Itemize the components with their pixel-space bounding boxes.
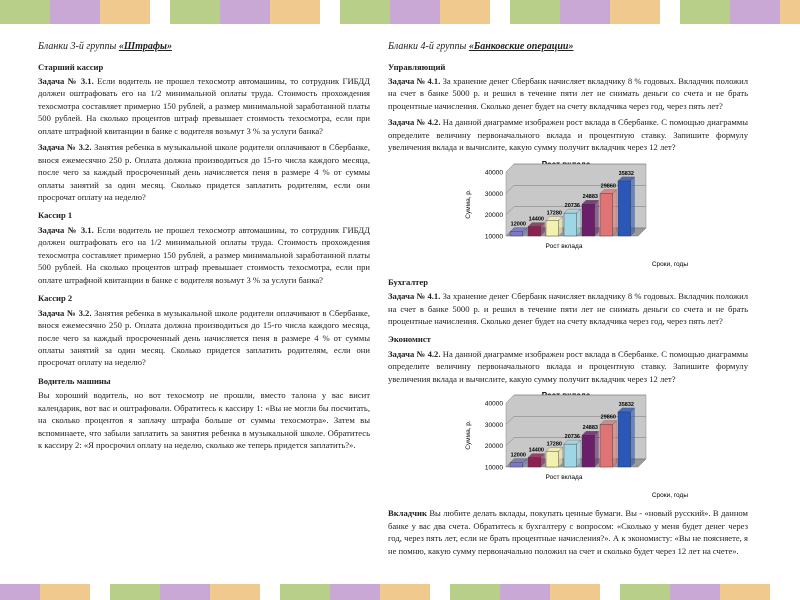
band-stripe [160,584,210,600]
task-paragraph [38,224,370,286]
task-text: Вы хороший водитель, но вот техосмотр не прошли, вместо талона у вас висит календарик, вот вас и оштрафовали. Обратитесь к кассиру 1: «Вы не могли бы посчитать, на сколько процентов я заплачу штрафа больше от суммы техосмотра». Затем вы вспоминаете, что забыли заплатить за занятия ребенка в музыкальной школе. Обратитесь к кассиру 2: «Я просрочил оплату на неделю, сколько же теперь придется заплатить?». [38,390,370,451]
task-label: Задача № 3.1. [38,75,94,86]
bar-front [528,458,541,467]
band-stripe [680,0,730,24]
band-tile [0,0,150,24]
role-driver: Водитель машины [38,375,111,386]
bar-front [618,412,631,467]
bar-value-label: 20736 [564,434,580,441]
y-tick-label: 40000 [484,400,503,408]
bar-side [595,200,599,236]
left-header-title: «Штрафы» [118,41,172,52]
band-stripe [210,584,260,600]
right-header [388,40,748,55]
band-stripe [100,0,150,24]
band-stripe [40,584,90,600]
bar-value-label: 35832 [618,402,634,409]
bar-value-label: 12000 [510,453,526,460]
bar-value-label: 17280 [546,441,562,448]
band-stripe [50,0,100,24]
band-stripe [450,584,500,600]
band-stripe [110,584,160,600]
task-paragraph [388,75,748,112]
task-text: На данной диаграмме изображен рост вклада в Сбербанке. С помощью диаграммы определите величину первоначального вклада и процентную ставку. Запишите формулу увеличения вклада и вычислите, какую сумму получит вкладчик через 12 лет? [388,348,748,384]
task-paragraph [388,290,748,327]
band-tile [620,584,770,600]
task-text: За хранение денег Сбербанк начисляет вкладчику 8 % годовых. Вкладчик положил на счет в банке 5000 р. и решил в течение пяти лет не снимать деньги со счета и не брать процентные начисления. Сколько денег будет на счету вкладчика через год, через пять лет? [388,291,748,327]
band-stripe [780,0,800,24]
task-label: Задача № 4.1. [388,291,441,302]
task-label: Задача № 4.2. [388,117,441,128]
band-tile [280,584,430,600]
task-text: Если водитель не прошел техосмотр автомашины, то сотрудник ГИБДД должен оштрафовать его на 1/2 минимальной оплаты труда. Стоимость прохождения техосмотра составляет примерно 150 рублей, а размер минимальной заработанной платы 500 рублей. На сколько процентов штраф превышает стоимость техосмотра, если при оплате штрафной квитанции в банке с водителя возьмут 3 % за услуги банка? [38,75,370,136]
task-text: На данной диаграмме изображен рост вклада в Сбербанке. С помощью диаграммы определите величину первоначального вклада и процентную ставку. Запишите формулу увеличения вклада и вычислите, какую сумму получит вкладчик через 12 лет? [388,117,748,153]
bar-value-label: 14400 [528,447,544,454]
band-tile [170,0,320,24]
left-column [38,40,370,456]
task-paragraph [38,307,370,369]
bar-value-label: 35832 [618,170,634,177]
bar-front [618,181,631,236]
band-stripe [610,0,660,24]
band-stripe [0,0,50,24]
role-senior-cashier: Старший кассир [38,61,104,72]
task-paragraph [38,141,370,203]
band-tile [450,584,600,600]
bar-front [528,226,541,235]
band-tile [680,0,800,24]
role-economist: Экономист [388,334,431,345]
deposit-growth-chart-2 [460,389,692,501]
bar-value-label: 29860 [600,183,616,190]
band-stripe [0,584,40,600]
left-header-prefix: Бланки 3-й группы [38,41,117,52]
band-stripe [390,0,440,24]
bar-side [613,189,617,235]
task-text: За хранение денег Сбербанк начисляет вкладчику 8 % годовых. Вкладчик положил на счет в банке 5000 р. и решил в течение пяти лет не снимать деньги со счета и не брать процентные начисления. Сколько денег будет на счету вкладчика через год, через пять лет? [388,75,748,111]
role-manager: Управляющий [388,61,446,72]
y-tick-label: 10000 [484,233,503,241]
depositor-label: Вкладчик [388,508,427,519]
band-stripe [550,584,600,600]
legend-label: Рост вклада [545,242,583,250]
task-text: Занятия ребенка в музыкальной школе родители оплачивают в Сбербанке, внося ежемесячно 250 р. Оплата должна производиться до 15-го числа каждого месяца, после чего за каждый просроченный день начисляется пеня в размере 4 % от суммы оплаты занятий за один месяц. Сколько придется заплатить родителям, если они просрочат оплату на неделю? [38,142,370,203]
band-stripe [720,584,770,600]
y-tick-label: 40000 [484,169,503,177]
band-stripe [510,0,560,24]
depositor-text: Вы любите делать вклады, покупать ценные бумаги. Вы - «новый русский». В данном банке у вас два счета. Обратитесь к бухгалтеру с вопросом: «Сколько у меня будет денег через год, через пять лет, если не брать процентные начисления?». А к экономисту: «Вы не поясняете, я не помню, какую сумму первоначально положил на счет и сколько будет через 12 лет на счете». [388,508,748,556]
band-tile [510,0,660,24]
task-text: Если водитель не прошел техосмотр автомашины, то сотрудник ГИБДД должен оштрафовать его на 1/2 минимальной оплаты труда. Стоимость прохождения техосмотра составляет примерно 150 рублей, а размер минимальной заработанной платы 500 рублей. На сколько процентов штраф превышает стоимость техосмотра, если при оплате штрафной квитанции в банке с водителя возьмут 3 % за услуги банка? [38,224,370,285]
bar-value-label: 12000 [510,221,526,228]
role-cashier-1: Кассир 1 [38,210,73,221]
depositor-paragraph [388,507,748,557]
right-header-prefix: Бланки 4-й группы [388,41,467,52]
bar-front [564,213,577,236]
bar-value-label: 14400 [528,216,544,223]
chart-svg [460,158,692,270]
legend-label: Рост вклада [545,474,583,482]
band-stripe [170,0,220,24]
bar-side [631,408,635,467]
bar-value-label: 29860 [600,414,616,421]
band-tile [0,584,90,600]
task-text: Занятия ребенка в музыкальной школе родители оплачивают в Сбербанке, внося ежемесячно 250 р. Оплата должна производиться до 15-го числа каждого месяца, после чего за каждый просроченный день начисляется пеня в размере 4 % от суммы оплаты занятий за один месяц. Сколько придется заплатить родителям, если они просрочат оплату на неделю? [38,307,370,368]
bar-side [631,177,635,236]
task-label: Задача № 4.1. [388,75,441,86]
band-stripe [340,0,390,24]
bar-front [600,193,613,235]
x-axis-label: Сроки, годы [651,492,688,500]
bar-front [546,452,559,468]
bar-front [582,204,595,236]
task-label: Задача № 3.2. [38,142,92,153]
y-tick-label: 20000 [484,443,503,451]
band-stripe [500,584,550,600]
band-stripe [270,0,320,24]
bar-front [564,444,577,467]
bottom-decorative-band [0,584,800,600]
y-axis-label: Сумма, р. [465,420,472,451]
left-header [38,40,370,55]
band-stripe [380,584,430,600]
task-paragraph [388,348,748,385]
bar-side [595,432,599,468]
role-cashier-2: Кассир 2 [38,293,73,304]
bar-front [510,231,523,235]
bar-value-label: 20736 [564,202,580,209]
band-tile [340,0,490,24]
bar-side [577,440,581,467]
task-label: Задача № 3.2. [38,307,92,318]
task-label: Задача № 4.2. [388,348,441,359]
chart-svg [460,389,692,501]
bar-value-label: 24883 [582,425,598,432]
y-tick-label: 20000 [484,211,503,219]
x-axis-label: Сроки, годы [651,260,688,268]
role-accountant: Бухгалтер [388,276,428,287]
band-stripe [560,0,610,24]
bar-side [613,421,617,467]
y-axis-label: Сумма, р. [465,188,472,219]
task-paragraph [388,116,748,153]
y-tick-label: 10000 [484,464,503,472]
band-stripe [440,0,490,24]
task-paragraph [38,389,370,451]
bar-front [600,425,613,467]
bar-value-label: 17280 [546,210,562,217]
top-decorative-band [0,0,800,24]
band-stripe [220,0,270,24]
task-label: Задача № 3.1. [38,224,94,235]
bar-front [546,220,559,236]
band-stripe [280,584,330,600]
band-stripe [330,584,380,600]
bar-side [577,209,581,236]
task-paragraph [38,75,370,137]
y-tick-label: 30000 [484,190,503,198]
band-stripe [730,0,780,24]
right-header-title: «Банковские операции» [468,41,574,52]
deposit-growth-chart-1 [460,158,692,270]
bar-value-label: 24883 [582,193,598,200]
bar-front [510,463,523,467]
y-tick-label: 30000 [484,422,503,430]
band-tile [110,584,260,600]
right-column [388,40,748,561]
band-stripe [670,584,720,600]
band-stripe [620,584,670,600]
bar-front [582,436,595,468]
